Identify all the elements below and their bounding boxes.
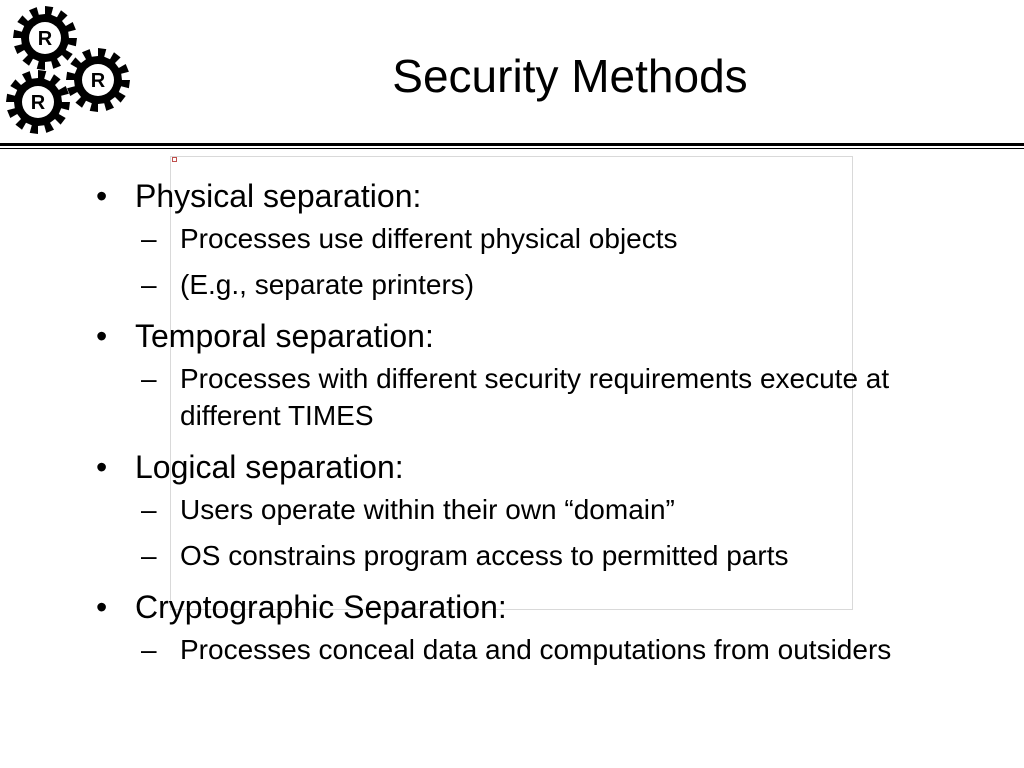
- bullet-item: [96, 312, 996, 434]
- bullet-text: Physical separation:: [135, 178, 422, 214]
- sub-list: [135, 631, 996, 668]
- sub-item: [135, 266, 996, 303]
- sub-item: [135, 537, 996, 574]
- sub-text: Processes conceal data and computations from outsiders: [180, 634, 892, 665]
- sub-list: [135, 220, 996, 303]
- sub-item: [135, 491, 996, 528]
- bullet-text: Temporal separation:: [135, 318, 434, 354]
- bullet-marker: •: [96, 589, 108, 625]
- sub-text: (E.g., separate printers): [180, 269, 475, 300]
- gear-logo-icon: [0, 0, 140, 142]
- dash-marker: –: [141, 223, 157, 254]
- sub-list: [135, 360, 996, 434]
- broken-image-icon: [172, 157, 177, 162]
- bullet-text: Cryptographic Separation:: [135, 589, 507, 625]
- gear-letter: R: [90, 70, 106, 92]
- gear-letter: R: [30, 92, 46, 114]
- dash-marker: –: [141, 634, 157, 665]
- bullet-marker: •: [96, 178, 108, 214]
- bullet-item: [96, 443, 996, 574]
- bullet-text: Logical separation:: [135, 449, 404, 485]
- sub-item: [135, 360, 920, 434]
- dash-marker: –: [141, 363, 157, 394]
- dash-marker: –: [141, 494, 157, 525]
- bullet-item: [96, 583, 996, 668]
- bullet-item: [96, 172, 996, 303]
- sub-text: Users operate within their own “domain”: [180, 494, 675, 525]
- sub-item: [135, 220, 996, 257]
- bullet-marker: •: [96, 449, 108, 485]
- dash-marker: –: [141, 540, 157, 571]
- slide-title: Security Methods: [392, 50, 748, 102]
- gear-letter: R: [37, 28, 53, 50]
- sub-text: Processes use different physical objects: [180, 223, 678, 254]
- title-divider-thin: [0, 148, 1024, 149]
- sub-text: Processes with different security requirements execute at different TIMES: [180, 363, 890, 431]
- bullet-marker: •: [96, 318, 108, 354]
- sub-text: OS constrains program access to permitted parts: [180, 540, 789, 571]
- sub-item: [135, 631, 920, 668]
- sub-list: [135, 491, 996, 574]
- bullet-list: [96, 172, 996, 677]
- title-divider: [0, 143, 1024, 146]
- dash-marker: –: [141, 269, 157, 300]
